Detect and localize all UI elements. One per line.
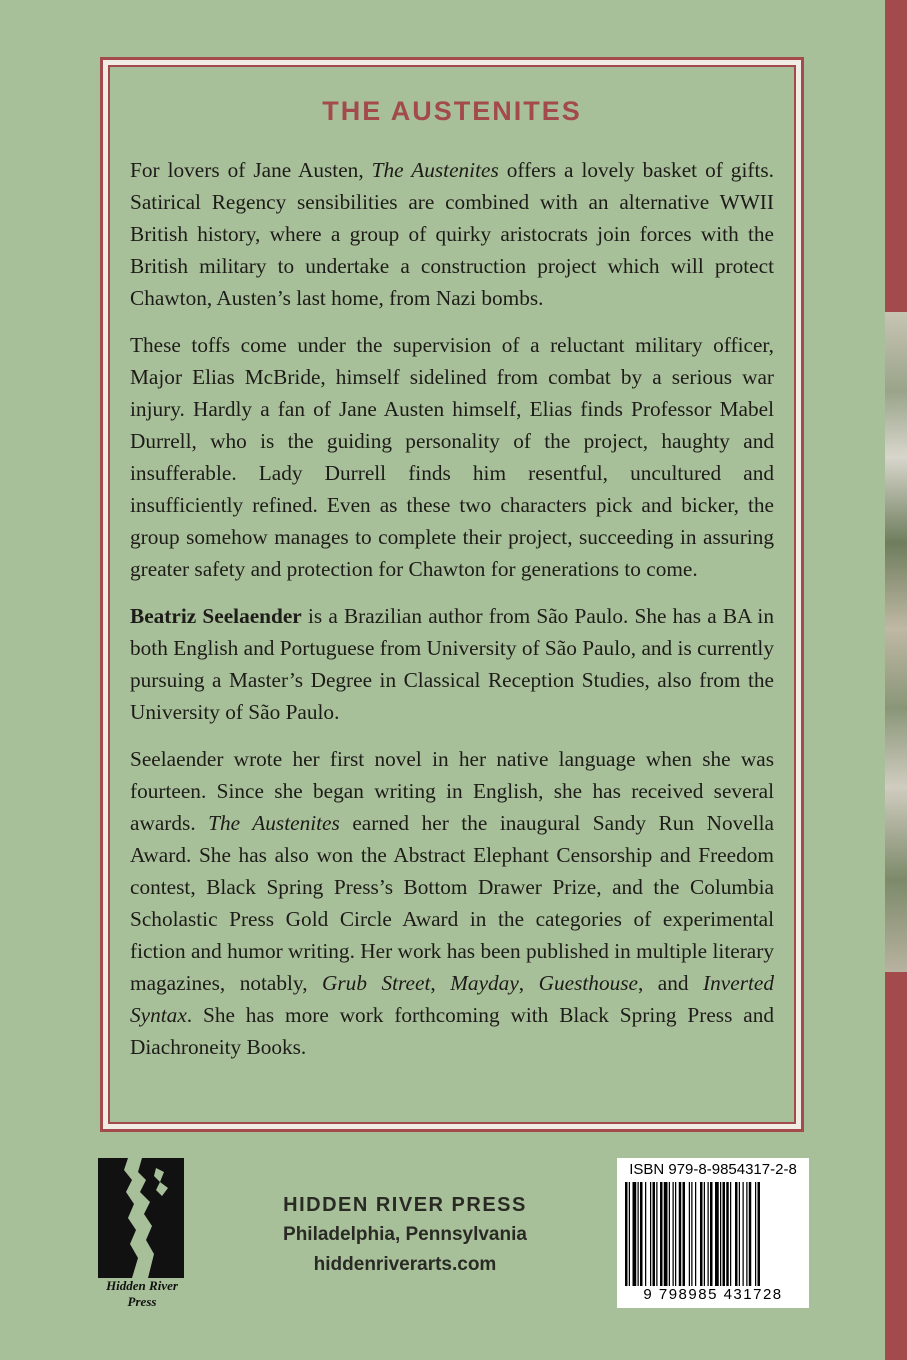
barcode-bar [645, 1182, 646, 1286]
p4-book-title: The Austenites [208, 811, 340, 835]
barcode-bar [660, 1182, 663, 1286]
publisher-city: Philadelphia, Pennsylvania [283, 1224, 527, 1245]
book-title: THE AUSTENITES [322, 96, 582, 126]
barcode-bar [689, 1182, 690, 1286]
p4-text-d: , [518, 971, 539, 995]
barcode-bar [683, 1182, 686, 1286]
barcode-bar [664, 1182, 668, 1286]
barcode-bar [650, 1182, 651, 1286]
isbn-label: ISBN 979-8-9854317-2-8 [629, 1161, 797, 1178]
spine-photo-strip [885, 312, 907, 972]
barcode-bar [653, 1182, 656, 1286]
barcode-bars [625, 1182, 801, 1286]
author-name: Beatriz Seelaender [130, 604, 302, 628]
barcode-bar [726, 1182, 729, 1286]
logo-caption [94, 1278, 190, 1310]
synopsis-paragraph-2: These toffs come under the supervision of a reluctant military officer, Major Elias McBride, himself sidelined from combat by a serious war injury. Hardly a fan of Jane Austen himself, Elias finds Professor Mabel Durrell, who is the guiding personality of the project, haughty and insufferable. Lady Durrell finds him resentful, uncultured and insufficiently refined. Even as these two characters pick and bicker, the group somehow manages to complete their project, succeeding in assuring greater safety and protection for Chawton for generations to come. [130, 333, 774, 581]
magazine-inverted-syntax: Inverted Syntax [130, 971, 774, 1027]
barcode-bar [704, 1182, 705, 1286]
barcode-bar [708, 1182, 709, 1286]
publisher-name: HIDDEN RIVER PRESS [283, 1194, 527, 1216]
isbn-barcode [617, 1158, 809, 1308]
barcode-bar [723, 1182, 726, 1286]
p1-text-a: For lovers of Jane Austen, [130, 158, 372, 182]
barcode-bar [700, 1182, 703, 1286]
logo-caption-line2: Press [127, 1294, 157, 1309]
barcode-bar [743, 1182, 744, 1286]
barcode-bar [638, 1182, 639, 1286]
p4-text-e: , and [637, 971, 704, 995]
barcode-bar [656, 1182, 657, 1286]
barcode-bar [720, 1182, 721, 1286]
synopsis-paragraph-1 [130, 154, 774, 314]
p1-book-title: The Austenites [371, 158, 499, 182]
barcode-bar [739, 1182, 740, 1286]
p1-text-b: offers a lovely basket of gifts. Satirical Regency sensibilities are combined with an alternative WWII British history, where a group of quirky aristocrats join forces with the British military to undertake a construction project which will protect Chawton, Austen’s last home, from Nazi bombs. [130, 158, 774, 310]
barcode-bar [715, 1182, 719, 1286]
barcode-bar [730, 1182, 731, 1286]
magazine-guesthouse: Guesthouse [538, 971, 638, 995]
magazine-grub-street: Grub Street [322, 971, 431, 995]
magazine-mayday: Mayday [450, 971, 519, 995]
p4-text-a: Seelaender wrote her first novel in her native language when she was fourteen. Since she began writing in English, she has received several awards. [130, 747, 774, 835]
barcode-bar [669, 1182, 670, 1286]
barcode-bar [629, 1182, 630, 1286]
barcode-bar [755, 1182, 756, 1286]
p4-text-c: , [430, 971, 451, 995]
isbn-digits: 9 798985 431728 [643, 1286, 783, 1303]
barcode-bar [710, 1182, 713, 1286]
barcode-bar [758, 1182, 761, 1286]
barcode-bar [640, 1182, 643, 1286]
barcode-bar [625, 1182, 628, 1286]
author-awards-paragraph [130, 743, 774, 1063]
p4-text-f: . She has more work forthcoming with Black Spring Press and Diachroneity Books. [130, 1003, 774, 1059]
barcode-bar [673, 1182, 674, 1286]
author-bio-paragraph [130, 600, 774, 728]
barcode-bar [633, 1182, 637, 1286]
barcode-bar [675, 1182, 676, 1286]
publisher-info [250, 1190, 560, 1280]
p4-text-b: earned her the inaugural Sandy Run Novella Award. She has also won the Abstract Elephant Censorship and Freedom contest, Black Spring Press’s Bottom Drawer Prize, and the Columbia Scholastic Press Gold Circle Award in the categories of experimental fiction and humor writing. Her work has been published in multiple literary magazines, notably, [130, 811, 774, 995]
logo-caption-line1: Hidden River [106, 1278, 178, 1293]
p3-text: is a Brazilian author from São Paulo. She has a BA in both English and Portuguese from University of São Paulo, and is currently pursuing a Master’s Degree in Classical Reception Studies, also from the University of São Paulo. [130, 604, 774, 724]
hidden-river-logo-icon [98, 1158, 184, 1278]
barcode-bar [735, 1182, 738, 1286]
barcode-bar [691, 1182, 692, 1286]
barcode-bar [679, 1182, 682, 1286]
publisher-website: hiddenriverarts.com [313, 1254, 497, 1275]
barcode-bar [749, 1182, 752, 1286]
barcode-bar [746, 1182, 747, 1286]
back-cover-text [130, 154, 774, 1078]
barcode-bar [695, 1182, 696, 1286]
